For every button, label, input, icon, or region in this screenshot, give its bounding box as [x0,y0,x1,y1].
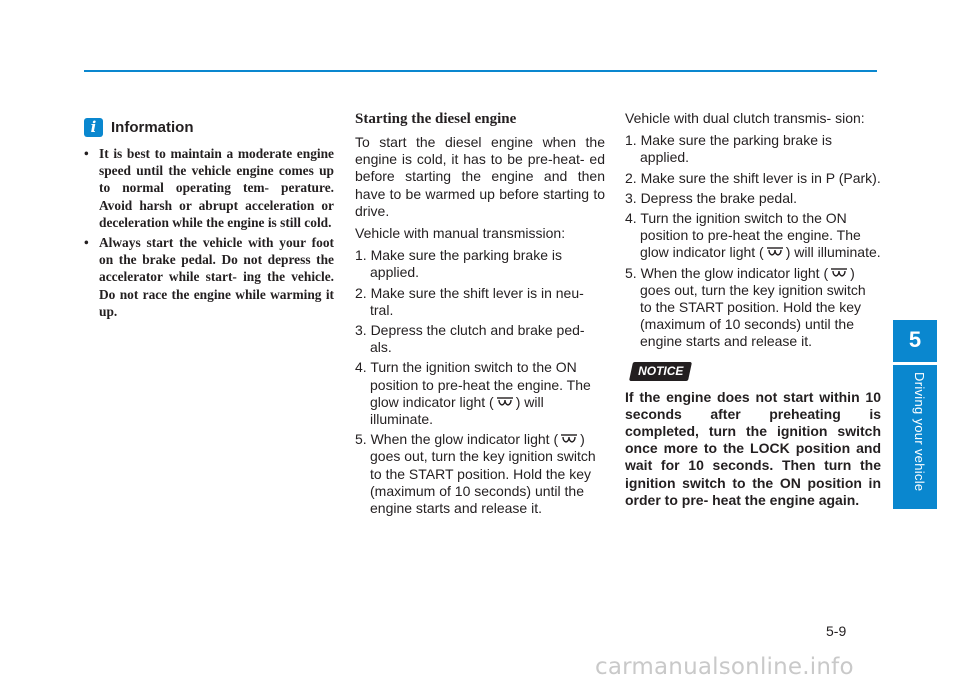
step-text: ) goes out, turn the key ignition switch to the START position. Hold the key (maximum of 10 seconds) until the engine starts and release it. [640,264,866,350]
info-icon: i [84,118,103,137]
dct-step-1: 1. Make sure the parking brake is applied. [625,132,832,166]
starting-column [355,110,605,520]
notice-badge-label: NOTICE [638,363,684,378]
step-text: ) goes out, turn the key ignition switch to the START position. Hold the key (maximum of 10 seconds) until the engine starts and release it. [370,431,596,517]
glow-plug-indicator-icon [494,395,516,409]
step-text: 4. Turn the ignition switch to the ON position to pre-heat the engine. The glow indicator light ( [625,210,861,261]
step-text: ) will illuminate. [370,393,544,428]
information-header [84,113,334,141]
step-text: 4. Turn the ignition switch to the ON position to pre-heat the engine. The glow indicator light ( [355,359,591,410]
dct-step-5 [625,265,881,351]
bullet-text: It is best to maintain a moderate engine speed until the vehicle engine comes up to normal operating tem- perature. Avoid harsh or abrupt acceleration or deceleration while the engine is still cold. [99,146,334,230]
dct-steps [625,132,881,350]
manual-step-4 [355,359,605,428]
glow-plug-indicator-icon [764,245,786,259]
manual-step-2: 2. Make sure the shift lever is in neu- tral. [355,284,584,318]
step-text: 5. When the glow indicator light ( [625,264,829,281]
information-bullet [84,145,334,231]
manual-step-3: 3. Depress the clutch and brake ped- als. [355,322,585,356]
section-title: Starting the diesel engine [355,111,517,127]
bullet-dot: • [84,146,89,161]
bullet-dot: • [84,235,89,251]
glow-plug-indicator-icon [558,432,580,446]
manual-step-5 [355,431,605,517]
dct-step-4 [625,210,881,262]
intro-paragraph: To start the diesel engine when the engine is cold, it has to be pre-heat- ed before starting the engine and then have to be warmed up before starting to drive. [355,134,605,219]
information-title: Information [111,118,194,136]
information-column [84,110,334,323]
information-bullet [84,234,334,320]
chapter-label: Driving your vehicle [912,372,927,492]
step-text: ) will illuminate. [785,244,881,261]
manual-heading: Vehicle with manual transmission: [355,225,566,242]
manual-step-1: 1. Make sure the parking brake is applied. [355,247,562,281]
watermark: carmanualsonline.info [595,654,854,680]
notice-badge [629,362,692,381]
dct-heading: Vehicle with dual clutch transmis- sion: [625,110,865,126]
top-rule [84,70,877,72]
dct-step-2: 2. Make sure the shift lever is in P (Park). [625,169,881,186]
bullet-text: Always start the vehicle with your foot on the brake pedal. Do not depress the accelerator while start- ing the vehicle. Do not race the engine while warming it up. [99,235,334,319]
information-bullets [84,145,334,320]
notice-text: If the engine does not start within 10 seconds after preheating is completed, turn the ignition switch once more to the LOCK position and wait for 10 seconds. Then turn the ignition switch to the ON position in order to pre- heat the engine again. [625,388,881,508]
dct-step-3: 3. Depress the brake pedal. [625,189,797,206]
chapter-tab-divider [893,362,937,365]
chapter-number: 5 [908,327,922,352]
glow-plug-indicator-icon [828,266,850,280]
dct-column [625,110,881,509]
page-number: 5-9 [826,623,847,639]
manual-steps [355,247,605,517]
step-text: 5. When the glow indicator light ( [355,431,559,448]
